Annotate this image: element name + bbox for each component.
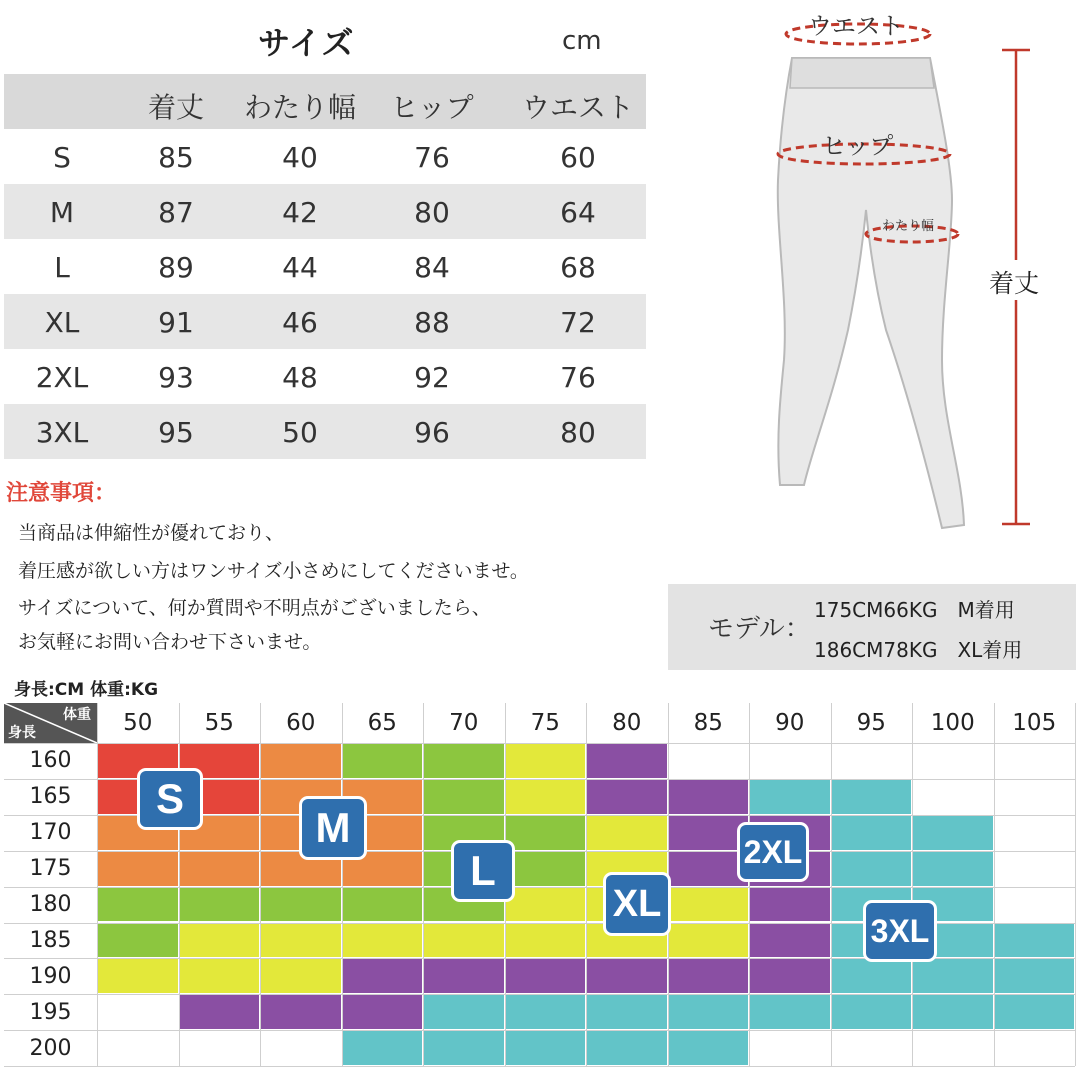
- size-table-header-cell: わたり幅: [243, 91, 356, 124]
- size-cell-xl: [260, 923, 342, 959]
- size-table-row: [4, 129, 646, 184]
- grid-line: [831, 703, 832, 1066]
- size-badge-l: L: [454, 843, 512, 899]
- size-cell-2xl: [260, 994, 342, 1030]
- size-cell-2xl: [668, 779, 750, 815]
- size-table-cell: M: [49, 196, 75, 229]
- size-cell-2xl: [505, 958, 587, 994]
- size-cell-none: [912, 743, 994, 779]
- size-cell-2xl: [342, 958, 424, 994]
- size-table-row: [4, 294, 646, 349]
- size-cell-xl: [179, 923, 261, 959]
- size-cell-3xl: [749, 779, 831, 815]
- size-cell-none: [912, 779, 994, 815]
- size-table-cell: 93: [158, 361, 194, 394]
- height-header: 190: [29, 963, 72, 989]
- size-cell-xl: [179, 958, 261, 994]
- size-table-cell: 44: [282, 251, 318, 284]
- size-cell-3xl: [912, 815, 994, 851]
- size-table-cell: 46: [282, 306, 318, 339]
- grid-line: [179, 703, 180, 1066]
- size-cell-2xl: [749, 887, 831, 923]
- size-cell-3xl: [831, 994, 913, 1030]
- size-cell-2xl: [668, 851, 750, 887]
- size-cell-xl: [668, 887, 750, 923]
- size-table-cell: 87: [158, 196, 194, 229]
- size-cell-none: [994, 1030, 1076, 1066]
- size-cell-xl: [505, 743, 587, 779]
- weight-header: 100: [930, 710, 975, 736]
- size-cell-l: [97, 923, 179, 959]
- size-cell-3xl: [994, 994, 1076, 1030]
- size-table-row: [4, 184, 646, 239]
- size-cell-3xl: [912, 958, 994, 994]
- size-cell-2xl: [749, 958, 831, 994]
- size-cell-xl: [586, 815, 668, 851]
- model-info-box: [668, 584, 1076, 670]
- size-table-cell: L: [54, 251, 70, 284]
- size-table-cell: 64: [560, 196, 596, 229]
- size-cell-3xl: [423, 994, 505, 1030]
- size-cell-2xl: [423, 958, 505, 994]
- size-cell-xl: [260, 958, 342, 994]
- size-cell-none: [749, 743, 831, 779]
- size-cell-l: [423, 743, 505, 779]
- size-cell-xl: [668, 923, 750, 959]
- size-table-cell: 89: [158, 251, 194, 284]
- size-cell-none: [994, 815, 1076, 851]
- size-table-header: [4, 74, 646, 129]
- size-table-cell: 88: [414, 306, 450, 339]
- grid-line: [97, 703, 98, 1066]
- waist-label: ウエスト: [808, 12, 904, 40]
- weight-header: 105: [1012, 710, 1057, 736]
- size-cell-2xl: [749, 923, 831, 959]
- chart-unit-label: 身長:CM 体重:KG: [14, 680, 159, 700]
- size-cell-xl: [423, 923, 505, 959]
- grid-line: [4, 1030, 1075, 1031]
- size-cell-none: [994, 887, 1076, 923]
- size-table-header-cell: ヒップ: [390, 91, 474, 124]
- size-cell-none: [912, 1030, 994, 1066]
- size-table-row: [4, 349, 646, 404]
- size-cell-l: [505, 815, 587, 851]
- size-table-cell: 3XL: [35, 416, 89, 449]
- size-cell-l: [423, 779, 505, 815]
- size-cell-3xl: [668, 994, 750, 1030]
- size-cell-l: [505, 851, 587, 887]
- size-cell-none: [831, 1030, 913, 1066]
- size-badge-m: M: [302, 799, 364, 857]
- weight-header: 75: [530, 710, 560, 736]
- size-cell-none: [994, 779, 1076, 815]
- weight-header: 90: [775, 710, 805, 736]
- height-header: 185: [29, 927, 72, 953]
- notice-line: 着圧感が欲しい方はワンサイズ小さめにしてくださいませ。: [18, 560, 529, 582]
- size-cell-3xl: [831, 851, 913, 887]
- size-cell-3xl: [912, 994, 994, 1030]
- size-cell-none: [97, 994, 179, 1030]
- weight-header: 65: [367, 710, 397, 736]
- weight-header: 95: [856, 710, 886, 736]
- size-cell-xl: [505, 887, 587, 923]
- size-guide-grid: [4, 703, 1076, 1067]
- size-table-cell: 76: [414, 141, 450, 174]
- size-cell-xl: [505, 923, 587, 959]
- grid-line: [4, 851, 1075, 852]
- size-badge-xl: XL: [606, 875, 668, 933]
- grid-line: [912, 703, 913, 1066]
- size-cell-3xl: [994, 923, 1076, 959]
- size-badge-s: S: [140, 771, 200, 827]
- grid-line: [994, 703, 995, 1066]
- size-cell-none: [994, 743, 1076, 779]
- size-table-cell: 91: [158, 306, 194, 339]
- length-label: 着丈: [989, 269, 1040, 298]
- size-cell-3xl: [505, 994, 587, 1030]
- size-table-cell: 85: [158, 141, 194, 174]
- chart-corner-header: [4, 703, 97, 743]
- size-table-cell: 95: [158, 416, 194, 449]
- size-table-cell: 42: [282, 196, 318, 229]
- notice-line: 当商品は伸縮性が優れており、: [18, 522, 285, 544]
- size-cell-m: [97, 851, 179, 887]
- size-cell-3xl: [423, 1030, 505, 1066]
- height-header: 175: [29, 856, 72, 882]
- size-cell-none: [831, 743, 913, 779]
- size-cell-3xl: [505, 1030, 587, 1066]
- grid-line: [423, 703, 424, 1066]
- size-badge-3xl: 3XL: [866, 903, 934, 959]
- size-table-cell: XL: [44, 306, 80, 339]
- size-chart-unit: cm: [562, 26, 602, 56]
- size-cell-xl: [505, 779, 587, 815]
- size-table-cell: 84: [414, 251, 450, 284]
- size-cell-2xl: [179, 994, 261, 1030]
- size-cell-l: [179, 887, 261, 923]
- size-badge-2xl: 2XL: [740, 825, 806, 879]
- model-line: 175CM66KG M着用: [814, 598, 1015, 622]
- size-cell-3xl: [342, 1030, 424, 1066]
- size-cell-3xl: [668, 1030, 750, 1066]
- corner-weight-label: 体重: [63, 707, 91, 723]
- size-cell-xl: [342, 923, 424, 959]
- size-cell-none: [994, 851, 1076, 887]
- grid-line: [4, 743, 1075, 744]
- hip-label: ヒップ: [822, 132, 894, 160]
- grid-line: [1075, 703, 1076, 1066]
- size-cell-3xl: [831, 815, 913, 851]
- weight-header: 60: [286, 710, 316, 736]
- size-cell-3xl: [586, 994, 668, 1030]
- weight-header: 85: [693, 710, 723, 736]
- size-table-cell: 68: [560, 251, 596, 284]
- size-cell-2xl: [668, 815, 750, 851]
- size-table-cell: 76: [560, 361, 596, 394]
- height-header: 200: [29, 1035, 72, 1061]
- grid-line: [4, 887, 1075, 888]
- model-label: モデル：: [708, 614, 811, 644]
- height-header: 160: [29, 748, 72, 774]
- size-cell-none: [668, 743, 750, 779]
- notice-line: サイズについて、何か質問や不明点がございましたら、: [18, 597, 491, 619]
- size-cell-m: [179, 851, 261, 887]
- grid-line: [586, 703, 587, 1066]
- size-table-cell: 50: [282, 416, 318, 449]
- size-table-cell: 2XL: [35, 361, 89, 394]
- size-cell-3xl: [586, 1030, 668, 1066]
- size-cell-3xl: [749, 994, 831, 1030]
- size-table-cell: 96: [414, 416, 450, 449]
- grid-line: [749, 703, 750, 1066]
- size-cell-2xl: [668, 958, 750, 994]
- size-table-cell: 72: [560, 306, 596, 339]
- notice-line: お気軽にお問い合わせ下さいませ。: [18, 631, 322, 653]
- size-cell-2xl: [586, 743, 668, 779]
- size-table-cell: 80: [414, 196, 450, 229]
- size-table-row: [4, 404, 646, 459]
- size-cell-3xl: [994, 958, 1076, 994]
- grid-line: [260, 703, 261, 1066]
- size-table-cell: 48: [282, 361, 318, 394]
- size-cell-none: [749, 1030, 831, 1066]
- size-cell-l: [342, 887, 424, 923]
- size-cell-l: [342, 743, 424, 779]
- size-chart-title: サイズ: [258, 24, 355, 62]
- size-table-cell: 60: [560, 141, 596, 174]
- height-header: 180: [29, 892, 72, 918]
- size-cell-2xl: [586, 779, 668, 815]
- size-cell-3xl: [912, 851, 994, 887]
- weight-header: 70: [449, 710, 479, 736]
- weight-header: 80: [612, 710, 642, 736]
- size-table-row: [4, 239, 646, 294]
- thigh-label: わたり幅: [882, 219, 935, 234]
- model-line: 186CM78KG XL着用: [814, 638, 1023, 662]
- size-cell-2xl: [586, 958, 668, 994]
- height-header: 165: [29, 784, 72, 810]
- size-cell-m: [260, 743, 342, 779]
- size-table-cell: 40: [282, 141, 318, 174]
- weight-header: 50: [123, 710, 153, 736]
- size-cell-none: [260, 1030, 342, 1066]
- grid-line: [4, 994, 1075, 995]
- size-cell-none: [97, 1030, 179, 1066]
- size-table-cell: 92: [414, 361, 450, 394]
- grid-line: [342, 703, 343, 1066]
- size-cell-3xl: [831, 779, 913, 815]
- size-table-cell: 80: [560, 416, 596, 449]
- size-table-header-cell: ウエスト: [521, 91, 634, 124]
- size-cell-l: [97, 887, 179, 923]
- size-cell-none: [179, 1030, 261, 1066]
- size-cell-l: [260, 887, 342, 923]
- grid-line: [4, 1066, 1075, 1067]
- corner-height-label: 身長: [8, 725, 36, 741]
- size-cell-3xl: [831, 958, 913, 994]
- size-cell-2xl: [342, 994, 424, 1030]
- size-cell-xl: [97, 958, 179, 994]
- size-table-header-cell: 着丈: [147, 91, 204, 124]
- height-header: 195: [29, 999, 72, 1025]
- size-table-cell: S: [53, 141, 71, 174]
- weight-header: 55: [204, 710, 234, 736]
- notice-title: 注意事項：: [6, 481, 117, 506]
- height-header: 170: [29, 820, 72, 846]
